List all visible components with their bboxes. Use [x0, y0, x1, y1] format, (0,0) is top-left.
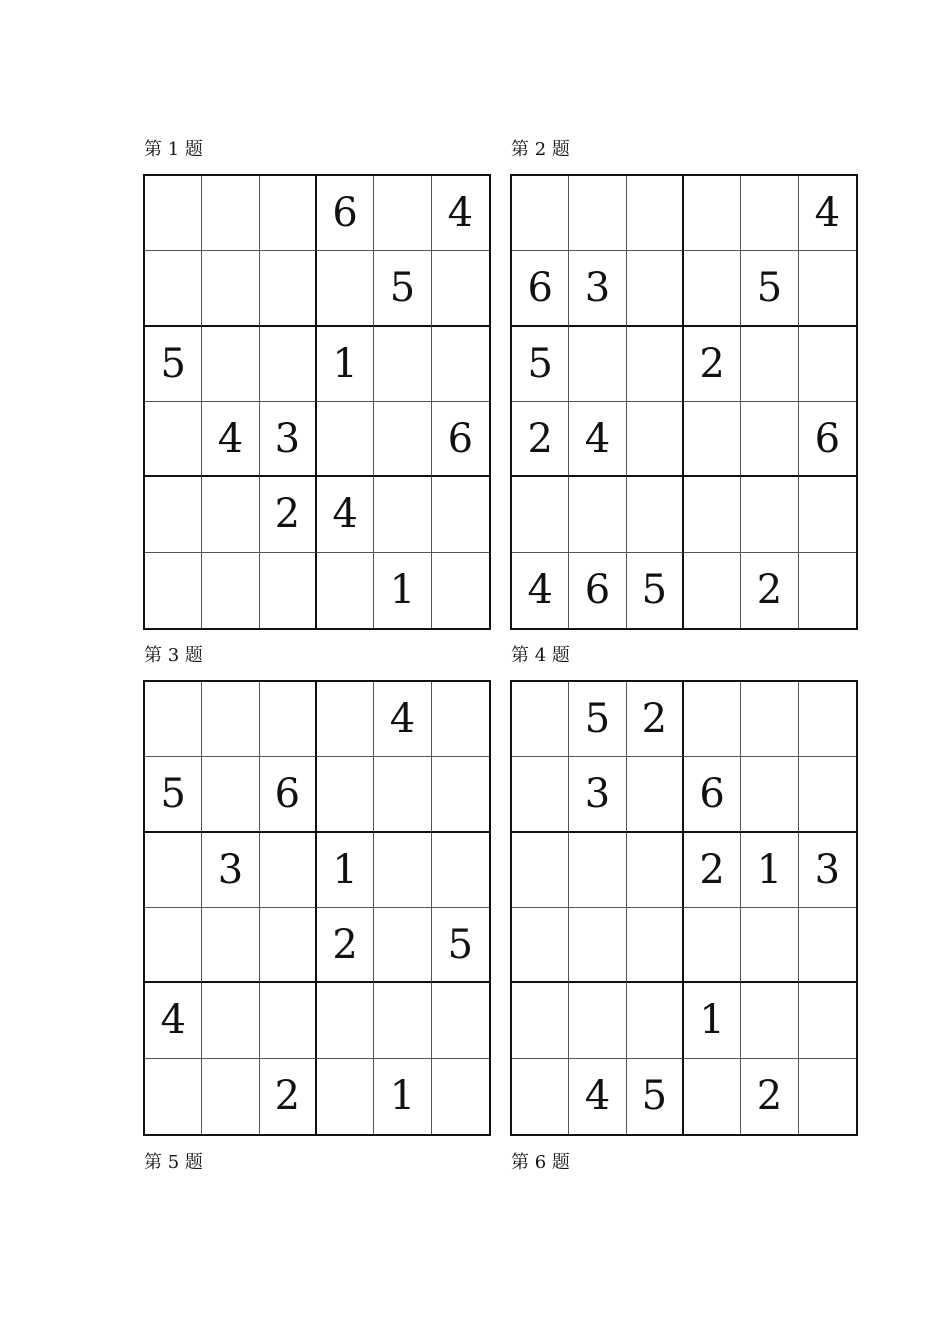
sudoku-cell: 4: [317, 477, 374, 552]
sudoku-cell: 6: [569, 553, 626, 628]
sudoku-cell: [684, 553, 741, 628]
sudoku-grid-4: [510, 680, 858, 1136]
sudoku-cell: [684, 1059, 741, 1134]
sudoku-cell: 2: [512, 402, 569, 477]
sudoku-cell: [512, 908, 569, 983]
sudoku-cell: [569, 908, 626, 983]
sudoku-cell: [512, 983, 569, 1058]
sudoku-cell: [202, 176, 259, 251]
sudoku-cell: [627, 176, 684, 251]
sudoku-cell: [374, 983, 431, 1058]
sudoku-cell: [684, 251, 741, 326]
sudoku-cell: 6: [512, 251, 569, 326]
sudoku-cell: [799, 251, 856, 326]
sudoku-cell: [317, 757, 374, 832]
sudoku-cell: [317, 682, 374, 757]
sudoku-cell: [512, 176, 569, 251]
sudoku-cell: 3: [799, 833, 856, 908]
sudoku-cell: 2: [260, 1059, 317, 1134]
puzzle-title-5: 第 5 题: [144, 1152, 203, 1173]
sudoku-cell: [512, 1059, 569, 1134]
sudoku-grid-3: [143, 680, 491, 1136]
sudoku-cell: [512, 682, 569, 757]
sudoku-cell: [145, 251, 202, 326]
sudoku-cell: [260, 983, 317, 1058]
sudoku-cell: [741, 176, 798, 251]
sudoku-cell: [432, 983, 489, 1058]
puzzle-title-3: 第 3 题: [144, 645, 203, 666]
sudoku-cell: [202, 327, 259, 402]
sudoku-cell: [799, 682, 856, 757]
sudoku-cell: [512, 757, 569, 832]
sudoku-cell: [741, 682, 798, 757]
sudoku-cell: 2: [684, 327, 741, 402]
sudoku-cell: 5: [627, 553, 684, 628]
sudoku-cell: [741, 757, 798, 832]
sudoku-cell: [569, 833, 626, 908]
sudoku-cell: [374, 757, 431, 832]
sudoku-cell: [627, 477, 684, 552]
puzzle-title-1: 第 1 题: [144, 139, 203, 160]
sudoku-cell: 6: [260, 757, 317, 832]
sudoku-cell: 1: [374, 1059, 431, 1134]
sudoku-cell: [317, 402, 374, 477]
sudoku-cell: [432, 682, 489, 757]
sudoku-cell: [432, 251, 489, 326]
sudoku-cell: [202, 757, 259, 832]
sudoku-cell: [260, 833, 317, 908]
sudoku-cell: [145, 477, 202, 552]
sudoku-cell: [260, 327, 317, 402]
sudoku-cell: 2: [741, 1059, 798, 1134]
sudoku-cell: [799, 327, 856, 402]
sudoku-cell: [684, 908, 741, 983]
sudoku-cell: 4: [145, 983, 202, 1058]
sudoku-cell: 6: [317, 176, 374, 251]
sudoku-cell: [374, 402, 431, 477]
sudoku-cell: [741, 327, 798, 402]
sudoku-cell: [799, 757, 856, 832]
sudoku-cell: 4: [512, 553, 569, 628]
sudoku-cell: [260, 908, 317, 983]
sudoku-cell: 1: [374, 553, 431, 628]
sudoku-cell: 4: [202, 402, 259, 477]
sudoku-cell: [569, 327, 626, 402]
sudoku-cell: [317, 251, 374, 326]
sudoku-cell: [432, 1059, 489, 1134]
sudoku-cell: [627, 251, 684, 326]
sudoku-cell: [627, 757, 684, 832]
sudoku-cell: 5: [627, 1059, 684, 1134]
sudoku-cell: [684, 176, 741, 251]
sudoku-cell: [145, 833, 202, 908]
sudoku-cell: [569, 983, 626, 1058]
sudoku-cell: 4: [374, 682, 431, 757]
sudoku-cell: 6: [432, 402, 489, 477]
sudoku-cell: 5: [145, 327, 202, 402]
sudoku-cell: [317, 553, 374, 628]
puzzle-title-6: 第 6 题: [511, 1152, 570, 1173]
sudoku-cell: [317, 983, 374, 1058]
sudoku-cell: [741, 477, 798, 552]
sudoku-cell: [799, 1059, 856, 1134]
sudoku-cell: 2: [741, 553, 798, 628]
sudoku-cell: [260, 682, 317, 757]
sudoku-cell: [374, 908, 431, 983]
sudoku-cell: [512, 477, 569, 552]
sudoku-cell: [374, 833, 431, 908]
sudoku-cell: [145, 553, 202, 628]
sudoku-cell: 6: [799, 402, 856, 477]
sudoku-cell: [741, 402, 798, 477]
sudoku-cell: [627, 402, 684, 477]
sudoku-cell: [202, 1059, 259, 1134]
sudoku-cell: [432, 757, 489, 832]
sudoku-cell: 5: [374, 251, 431, 326]
sudoku-cell: 2: [260, 477, 317, 552]
sudoku-cell: 1: [317, 327, 374, 402]
sudoku-cell: [202, 908, 259, 983]
sudoku-cell: 1: [684, 983, 741, 1058]
sudoku-cell: 2: [627, 682, 684, 757]
sudoku-cell: [627, 983, 684, 1058]
sudoku-cell: [145, 402, 202, 477]
sudoku-cell: 5: [512, 327, 569, 402]
sudoku-cell: 4: [799, 176, 856, 251]
sudoku-cell: [627, 833, 684, 908]
sudoku-grid-2: [510, 174, 858, 630]
sudoku-cell: [432, 327, 489, 402]
sudoku-cell: [741, 908, 798, 983]
sudoku-cell: [145, 1059, 202, 1134]
sudoku-cell: [432, 477, 489, 552]
sudoku-cell: [202, 477, 259, 552]
sudoku-cell: [374, 477, 431, 552]
sudoku-cell: [799, 908, 856, 983]
sudoku-cell: 4: [432, 176, 489, 251]
sudoku-cell: 1: [741, 833, 798, 908]
sudoku-cell: [432, 833, 489, 908]
sudoku-cell: [627, 908, 684, 983]
sudoku-cell: 3: [260, 402, 317, 477]
sudoku-cell: [684, 477, 741, 552]
sudoku-cell: [627, 327, 684, 402]
sudoku-cell: 5: [432, 908, 489, 983]
sudoku-cell: 5: [569, 682, 626, 757]
sudoku-cell: 1: [317, 833, 374, 908]
sudoku-cell: [684, 682, 741, 757]
sudoku-cell: [202, 682, 259, 757]
sudoku-cell: 4: [569, 402, 626, 477]
sudoku-cell: [374, 327, 431, 402]
sudoku-cell: [260, 251, 317, 326]
sudoku-cell: [317, 1059, 374, 1134]
sudoku-grid-1: [143, 174, 491, 630]
sudoku-cell: [569, 477, 626, 552]
sudoku-cell: 6: [684, 757, 741, 832]
sudoku-cell: [512, 833, 569, 908]
sudoku-cell: [145, 682, 202, 757]
sudoku-cell: [374, 176, 431, 251]
sudoku-cell: [432, 553, 489, 628]
sudoku-cell: [799, 983, 856, 1058]
sudoku-cell: [684, 402, 741, 477]
sudoku-cell: [202, 251, 259, 326]
sudoku-cell: [260, 176, 317, 251]
sudoku-cell: [202, 983, 259, 1058]
sudoku-cell: [202, 553, 259, 628]
sudoku-cell: 4: [569, 1059, 626, 1134]
sudoku-cell: 3: [202, 833, 259, 908]
sudoku-cell: [145, 908, 202, 983]
sudoku-cell: [569, 176, 626, 251]
sudoku-cell: 5: [145, 757, 202, 832]
puzzle-title-4: 第 4 题: [511, 645, 570, 666]
sudoku-cell: 2: [684, 833, 741, 908]
sudoku-cell: 5: [741, 251, 798, 326]
puzzle-title-2: 第 2 题: [511, 139, 570, 160]
sudoku-cell: 3: [569, 251, 626, 326]
sudoku-cell: [260, 553, 317, 628]
sudoku-cell: 2: [317, 908, 374, 983]
sudoku-cell: [799, 477, 856, 552]
sudoku-cell: 3: [569, 757, 626, 832]
sudoku-cell: [799, 553, 856, 628]
sudoku-cell: [145, 176, 202, 251]
sudoku-cell: [741, 983, 798, 1058]
